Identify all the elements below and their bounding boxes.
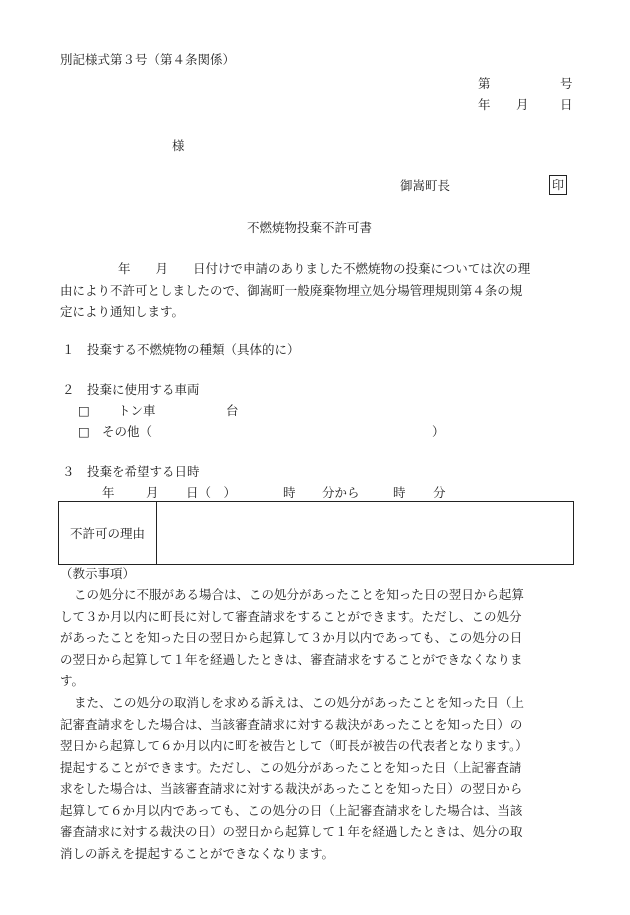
- notice-line: 求をした場合は、当該審査請求に対する裁決があったことを知った日）の翌日から: [60, 781, 523, 796]
- notice-line: の翌日から起算して１年を経過したときは、審査請求をすることができなくなりま: [60, 651, 523, 667]
- notice-paragraph-1: [60, 584, 580, 692]
- notice-line: 消しの訴えを提起することができなくなります。: [60, 845, 335, 861]
- time-hour-label: 時: [283, 485, 296, 500]
- time-hour2-label: 時: [393, 485, 406, 500]
- item-3-heading: ３ 投棄を希望する日時: [62, 464, 200, 479]
- notice-line: して３か月以内に町長に対して審査請求をすることができます。ただし、この処分: [60, 608, 522, 624]
- item-2-heading: ２ 投棄に使用する車両: [62, 382, 200, 397]
- issuer-name: 御嵩町長: [400, 178, 451, 193]
- notice-line: 翌日から起算して６か月以内に町を被告として（町長が被告の代表者となります。）: [60, 738, 528, 753]
- intro-paragraph: [60, 258, 580, 323]
- notice-line: があったことを知った日の翌日から起算して３か月以内であっても、この処分の日: [60, 630, 523, 645]
- notice-heading: （教示事項）: [60, 566, 136, 581]
- official-seal: 印: [549, 175, 567, 195]
- vehicle-other-label: その他（: [102, 424, 153, 439]
- vehicle-other-close: ）: [432, 424, 445, 439]
- notice-line: この処分に不服がある場合は、この処分があったことを知った日の翌日から起算: [74, 587, 524, 602]
- time-from-label: 分から: [322, 485, 360, 500]
- date-month-label: 月: [146, 485, 159, 500]
- intro-line: 由により不許可としましたので、御嵩町一般廃棄物埋立処分場管理規則第４条の規: [60, 282, 523, 298]
- refusal-reason-label: 不許可の理由: [59, 502, 157, 564]
- refusal-reason-table: [58, 501, 574, 565]
- vehicle-truck-unit: 台: [226, 403, 239, 418]
- time-minute2-label: 分: [433, 485, 446, 500]
- item-1-heading: １ 投棄する不燃焼物の種類（具体的に）: [62, 342, 300, 357]
- notice-line: す。: [60, 673, 85, 688]
- vehicle-truck-label: トン車: [118, 403, 156, 418]
- document-title: 不燃焼物投棄不許可書: [247, 220, 373, 235]
- vehicle-truck-checkbox[interactable]: □: [78, 403, 90, 418]
- date-day-weekday-label: 日（ ）: [186, 485, 237, 500]
- date-month: 月: [516, 97, 529, 112]
- intro-line: 定により通知します。: [60, 304, 185, 319]
- date-year: 年: [478, 97, 491, 112]
- number-prefix: 第: [478, 76, 491, 91]
- number-suffix: 号: [560, 76, 573, 91]
- notice-line: 起算して６か月以内であっても、この処分の日（上記審査請求をした場合は、当該: [60, 802, 523, 818]
- notice-line: 提起することができます。ただし、この処分があったことを知った日（上記審査請: [60, 759, 522, 775]
- notice-line: 記審査請求をした場合は、当該審査請求に対する裁決があったことを知った日）の: [60, 716, 523, 732]
- refusal-reason-field[interactable]: [157, 502, 573, 564]
- form-title: 別記様式第３号（第４条関係）: [60, 52, 236, 67]
- notice-line: また、この処分の取消しを求める訴えは、この処分があったことを知った日（上: [74, 695, 524, 710]
- date-year-label: 年: [102, 485, 115, 500]
- notice-line: 審査請求に対する裁決の日）の翌日から起算して１年を経過したときは、処分の取: [60, 824, 523, 839]
- addressee-honorific: 様: [172, 138, 185, 153]
- notice-paragraph-2: [60, 692, 580, 864]
- date-day: 日: [560, 97, 573, 112]
- vehicle-other-checkbox[interactable]: □: [78, 424, 90, 439]
- intro-line: 年 月 日付けで申請のありました不燃焼物の投棄については次の理: [118, 261, 531, 276]
